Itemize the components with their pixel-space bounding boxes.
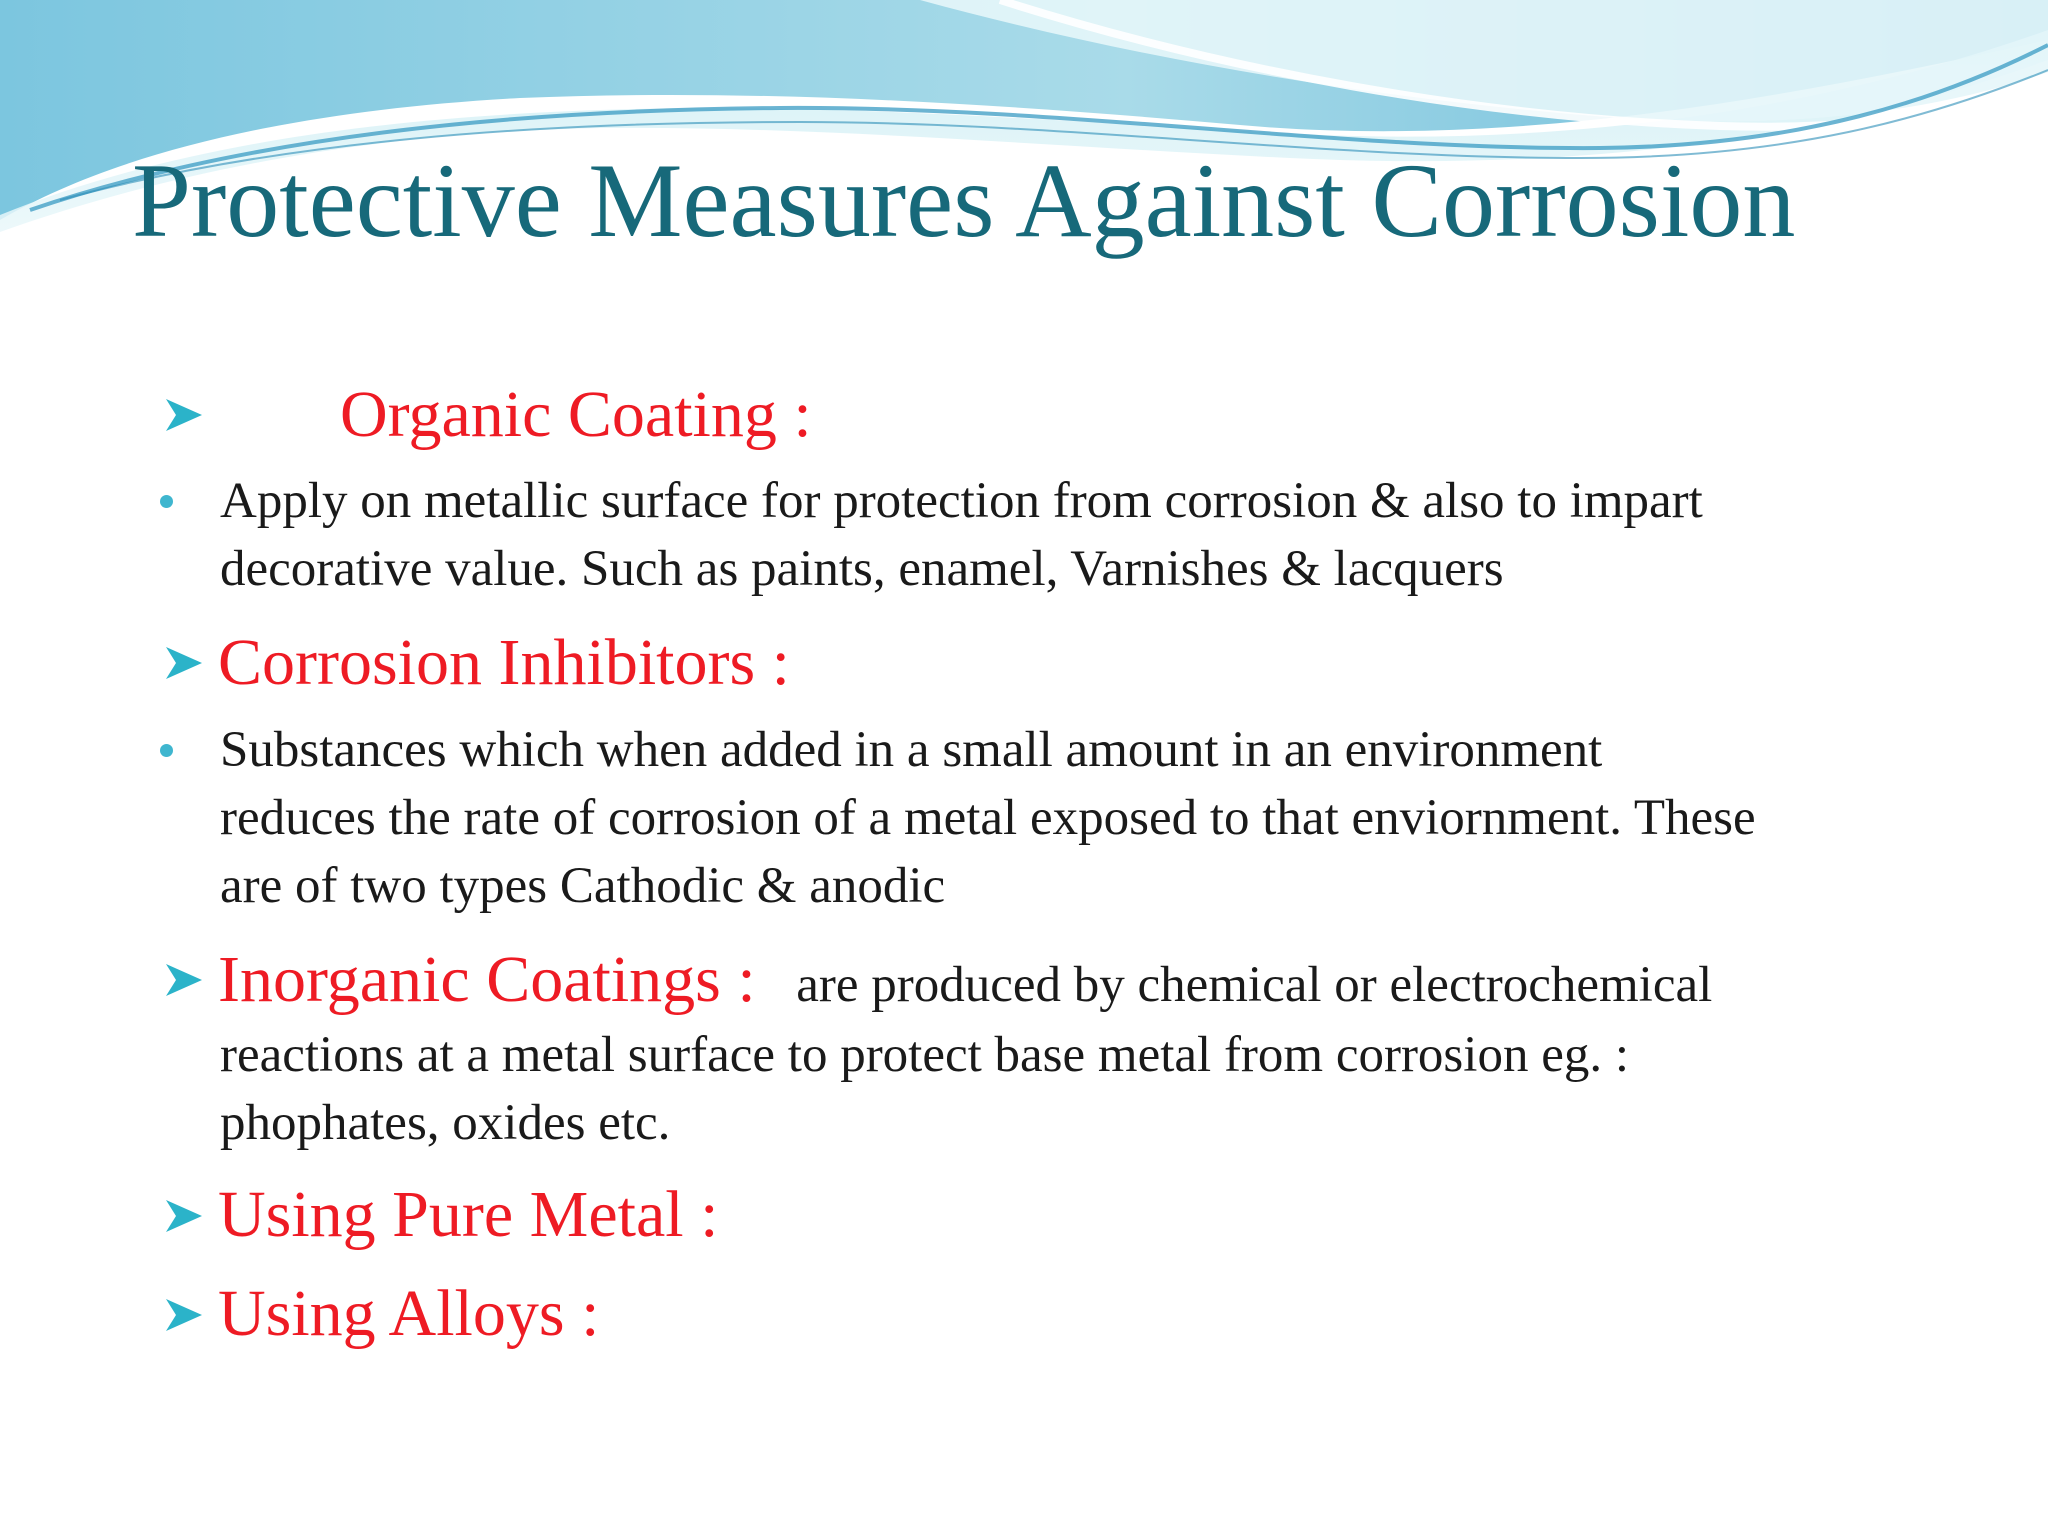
- round-bullet-icon: [160, 495, 173, 508]
- text-line: phophates, oxides etc.: [220, 1095, 671, 1151]
- heading-organic-coating: Organic Coating :: [340, 378, 812, 451]
- corrosion-inhibitors-description: [220, 716, 1756, 920]
- inorganic-coatings-description: [220, 1021, 1629, 1157]
- arrowhead-bullet-icon: [164, 1295, 204, 1335]
- text-line: reactions at a metal surface to protect base metal from corrosion eg. :: [220, 1027, 1629, 1083]
- heading-inorganic-coatings: Inorganic Coatings :: [218, 943, 756, 1016]
- arrowhead-bullet-icon: [164, 1196, 204, 1236]
- text-line: reduces the rate of corrosion of a metal exposed to that enviornment. These: [220, 790, 1756, 846]
- heading-using-alloys: Using Alloys :: [218, 1277, 600, 1350]
- inorganic-coatings-inline-text: are produced by chemical or electrochemical: [796, 957, 1713, 1013]
- organic-coating-description: [220, 467, 1703, 603]
- arrowhead-bullet-icon: [164, 643, 204, 683]
- heading-using-pure-metal: Using Pure Metal :: [218, 1178, 719, 1251]
- slide-title: Protective Measures Against Corrosion: [132, 142, 1796, 259]
- text-line: are of two types Cathodic & anodic: [220, 858, 946, 914]
- arrowhead-bullet-icon: [164, 395, 204, 435]
- arrowhead-bullet-icon: [164, 960, 204, 1000]
- text-line: Substances which when added in a small amount in an environment: [220, 722, 1603, 778]
- inorganic-coatings-item: [218, 943, 1713, 1016]
- round-bullet-icon: [160, 744, 173, 757]
- text-line: Apply on metallic surface for protection from corrosion & also to impart: [220, 473, 1703, 529]
- heading-corrosion-inhibitors: Corrosion Inhibitors :: [218, 626, 790, 699]
- text-line: decorative value. Such as paints, enamel, Varnishes & lacquers: [220, 541, 1504, 597]
